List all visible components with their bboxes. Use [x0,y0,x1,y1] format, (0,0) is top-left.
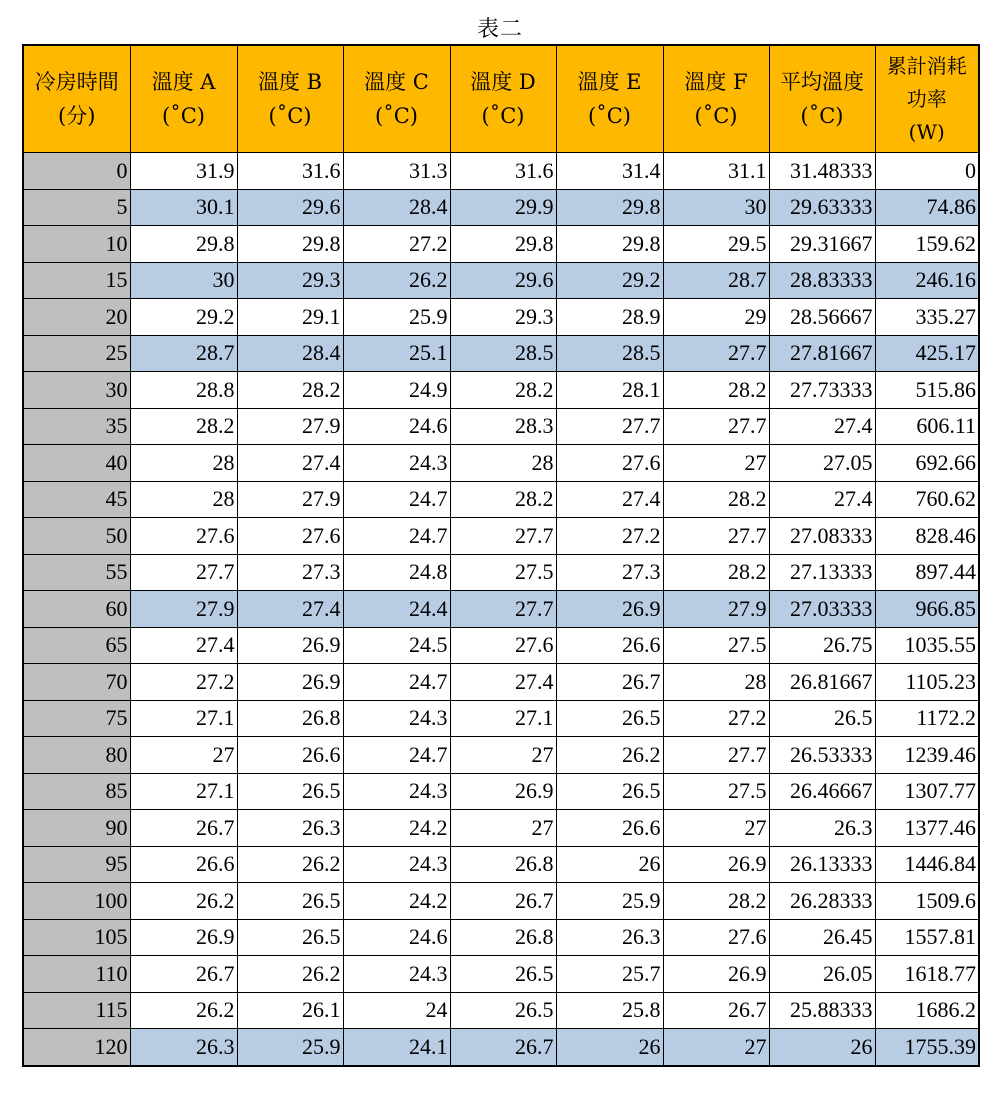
value-cell: 27.81667 [769,335,875,372]
value-cell: 31.48333 [769,153,875,190]
table-row [23,153,979,190]
table-row [23,846,979,883]
value-cell: 1307.77 [875,773,979,810]
table-row [23,262,979,299]
time-cell: 115 [23,992,130,1029]
value-cell: 1446.84 [875,846,979,883]
value-cell: 27.4 [237,591,343,628]
table-row [23,773,979,810]
value-cell: 27.1 [130,773,237,810]
value-cell: 27.73333 [769,372,875,409]
value-cell: 28.4 [343,189,450,226]
time-cell: 80 [23,737,130,774]
table-row [23,883,979,920]
value-cell: 24.7 [343,518,450,555]
value-cell: 26.3 [769,810,875,847]
value-cell: 74.86 [875,189,979,226]
value-cell: 26.2 [237,956,343,993]
value-cell: 31.6 [450,153,556,190]
value-cell: 27.6 [450,627,556,664]
value-cell: 24.7 [343,737,450,774]
value-cell: 26.8 [450,846,556,883]
value-cell: 26.5 [556,700,663,737]
value-cell: 24.2 [343,810,450,847]
value-cell: 26.13333 [769,846,875,883]
value-cell: 760.62 [875,481,979,518]
value-cell: 31.6 [237,153,343,190]
time-cell: 65 [23,627,130,664]
table-row [23,737,979,774]
value-cell: 29.6 [450,262,556,299]
time-cell: 90 [23,810,130,847]
header-temp-c: 溫度 C (˚C) [343,45,450,153]
value-cell: 27.03333 [769,591,875,628]
value-cell: 27.7 [556,408,663,445]
time-cell: 45 [23,481,130,518]
value-cell: 26.9 [663,846,769,883]
value-cell: 26.28333 [769,883,875,920]
value-cell: 28 [663,664,769,701]
value-cell: 26.75 [769,627,875,664]
header-cumulative-power: 累計消耗 功率 (W) [875,45,979,153]
value-cell: 26.6 [237,737,343,774]
value-cell: 26.5 [450,956,556,993]
value-cell: 26.5 [769,700,875,737]
time-cell: 30 [23,372,130,409]
value-cell: 27 [450,810,556,847]
value-cell: 606.11 [875,408,979,445]
value-cell: 24.1 [343,1029,450,1066]
value-cell: 27.4 [769,408,875,445]
time-cell: 105 [23,919,130,956]
table-row [23,992,979,1029]
value-cell: 26.45 [769,919,875,956]
value-cell: 28.7 [130,335,237,372]
value-cell: 26.2 [556,737,663,774]
value-cell: 1035.55 [875,627,979,664]
value-cell: 26.2 [343,262,450,299]
value-cell: 27.5 [663,773,769,810]
value-cell: 29.8 [237,226,343,263]
time-cell: 95 [23,846,130,883]
value-cell: 26.53333 [769,737,875,774]
value-cell: 27.5 [663,627,769,664]
value-cell: 28.2 [663,372,769,409]
value-cell: 335.27 [875,299,979,336]
data-table [22,44,980,1067]
value-cell: 29.8 [556,189,663,226]
value-cell: 1618.77 [875,956,979,993]
value-cell: 828.46 [875,518,979,555]
header-temp-d: 溫度 D (˚C) [450,45,556,153]
value-cell: 29.8 [130,226,237,263]
table-row [23,226,979,263]
time-cell: 0 [23,153,130,190]
table-row [23,189,979,226]
table-row [23,591,979,628]
value-cell: 25.9 [556,883,663,920]
value-cell: 29.1 [237,299,343,336]
value-cell: 29.63333 [769,189,875,226]
value-cell: 24.3 [343,956,450,993]
value-cell: 26.2 [130,992,237,1029]
value-cell: 27 [663,445,769,482]
value-cell: 29.31667 [769,226,875,263]
value-cell: 29.3 [237,262,343,299]
value-cell: 26.5 [450,992,556,1029]
value-cell: 28.2 [663,554,769,591]
table-row [23,810,979,847]
value-cell: 27 [663,1029,769,1066]
value-cell: 28 [130,481,237,518]
value-cell: 27.9 [237,481,343,518]
value-cell: 26 [769,1029,875,1066]
table-row [23,335,979,372]
value-cell: 27.7 [450,591,556,628]
time-cell: 50 [23,518,130,555]
value-cell: 27.2 [663,700,769,737]
value-cell: 28.1 [556,372,663,409]
value-cell: 897.44 [875,554,979,591]
value-cell: 27.7 [130,554,237,591]
value-cell: 27.08333 [769,518,875,555]
header-temp-a: 溫度 A (˚C) [130,45,237,153]
value-cell: 1557.81 [875,919,979,956]
value-cell: 27.6 [237,518,343,555]
value-cell: 26.9 [130,919,237,956]
value-cell: 24.3 [343,846,450,883]
time-cell: 100 [23,883,130,920]
value-cell: 1239.46 [875,737,979,774]
value-cell: 26.7 [130,956,237,993]
time-cell: 60 [23,591,130,628]
value-cell: 26.9 [556,591,663,628]
value-cell: 27.1 [450,700,556,737]
time-cell: 75 [23,700,130,737]
value-cell: 24.7 [343,664,450,701]
value-cell: 27.4 [769,481,875,518]
table-caption: 表二 [476,17,523,42]
table-row [23,919,979,956]
value-cell: 26.81667 [769,664,875,701]
value-cell: 27.6 [663,919,769,956]
value-cell: 30.1 [130,189,237,226]
value-cell: 26.9 [237,664,343,701]
value-cell: 27 [663,810,769,847]
value-cell: 28 [130,445,237,482]
time-cell: 15 [23,262,130,299]
time-cell: 70 [23,664,130,701]
value-cell: 692.66 [875,445,979,482]
value-cell: 27.6 [556,445,663,482]
value-cell: 26.3 [130,1029,237,1066]
value-cell: 30 [663,189,769,226]
value-cell: 246.16 [875,262,979,299]
value-cell: 31.3 [343,153,450,190]
value-cell: 24.3 [343,773,450,810]
value-cell: 26 [556,1029,663,1066]
value-cell: 27 [130,737,237,774]
value-cell: 24 [343,992,450,1029]
value-cell: 27.5 [450,554,556,591]
value-cell: 28.8 [130,372,237,409]
value-cell: 27.4 [130,627,237,664]
value-cell: 28 [450,445,556,482]
value-cell: 29.8 [450,226,556,263]
header-temp-f: 溫度 F (˚C) [663,45,769,153]
header-temp-b: 溫度 B (˚C) [237,45,343,153]
value-cell: 27.3 [237,554,343,591]
value-cell: 27.9 [237,408,343,445]
header-avg-temp: 平均溫度 (˚C) [769,45,875,153]
value-cell: 1509.6 [875,883,979,920]
time-cell: 25 [23,335,130,372]
value-cell: 27.4 [237,445,343,482]
value-cell: 26.8 [237,700,343,737]
value-cell: 26.6 [130,846,237,883]
value-cell: 24.2 [343,883,450,920]
table-row [23,445,979,482]
value-cell: 24.6 [343,919,450,956]
value-cell: 24.3 [343,700,450,737]
value-cell: 26.3 [237,810,343,847]
table-row [23,554,979,591]
value-cell: 27.13333 [769,554,875,591]
value-cell: 26.1 [237,992,343,1029]
table-body [23,153,979,1066]
header-temp-e: 溫度 E (˚C) [556,45,663,153]
value-cell: 27.4 [450,664,556,701]
value-cell: 26.5 [237,773,343,810]
value-cell: 159.62 [875,226,979,263]
header-row [23,45,979,153]
value-cell: 26.7 [556,664,663,701]
value-cell: 515.86 [875,372,979,409]
value-cell: 26.7 [130,810,237,847]
value-cell: 28.5 [556,335,663,372]
value-cell: 28.2 [450,481,556,518]
value-cell: 29.3 [450,299,556,336]
table-row [23,1029,979,1066]
value-cell: 1377.46 [875,810,979,847]
value-cell: 28.56667 [769,299,875,336]
value-cell: 29.5 [663,226,769,263]
table-row [23,956,979,993]
value-cell: 24.6 [343,408,450,445]
value-cell: 27.7 [663,518,769,555]
value-cell: 28.9 [556,299,663,336]
value-cell: 30 [130,262,237,299]
value-cell: 27.4 [556,481,663,518]
value-cell: 28.2 [663,481,769,518]
time-cell: 120 [23,1029,130,1066]
time-cell: 55 [23,554,130,591]
value-cell: 26.5 [237,919,343,956]
table-row [23,700,979,737]
value-cell: 26.9 [237,627,343,664]
value-cell: 27.2 [556,518,663,555]
time-cell: 40 [23,445,130,482]
table-row [23,408,979,445]
value-cell: 26.7 [663,992,769,1029]
value-cell: 28.3 [450,408,556,445]
value-cell: 25.1 [343,335,450,372]
value-cell: 31.9 [130,153,237,190]
value-cell: 26 [556,846,663,883]
value-cell: 27.9 [130,591,237,628]
value-cell: 27.1 [130,700,237,737]
value-cell: 1105.23 [875,664,979,701]
value-cell: 28.83333 [769,262,875,299]
table-row [23,627,979,664]
value-cell: 29.2 [556,262,663,299]
value-cell: 26.2 [130,883,237,920]
value-cell: 27.6 [130,518,237,555]
value-cell: 28.4 [237,335,343,372]
value-cell: 425.17 [875,335,979,372]
value-cell: 24.3 [343,445,450,482]
value-cell: 29.6 [237,189,343,226]
value-cell: 26.8 [450,919,556,956]
value-cell: 27.3 [556,554,663,591]
value-cell: 28.2 [130,408,237,445]
value-cell: 26.2 [237,846,343,883]
table-row [23,518,979,555]
table-row [23,481,979,518]
value-cell: 25.9 [343,299,450,336]
value-cell: 28.7 [663,262,769,299]
value-cell: 29 [663,299,769,336]
value-cell: 26.5 [237,883,343,920]
value-cell: 27.2 [343,226,450,263]
value-cell: 31.1 [663,153,769,190]
value-cell: 26.7 [450,1029,556,1066]
value-cell: 24.7 [343,481,450,518]
value-cell: 25.9 [237,1029,343,1066]
value-cell: 26.05 [769,956,875,993]
value-cell: 27.7 [663,335,769,372]
value-cell: 966.85 [875,591,979,628]
value-cell: 27 [450,737,556,774]
time-cell: 110 [23,956,130,993]
value-cell: 0 [875,153,979,190]
time-cell: 10 [23,226,130,263]
value-cell: 27.7 [663,408,769,445]
value-cell: 28.2 [663,883,769,920]
value-cell: 25.7 [556,956,663,993]
value-cell: 26.5 [556,773,663,810]
time-cell: 5 [23,189,130,226]
value-cell: 25.8 [556,992,663,1029]
table-row [23,372,979,409]
value-cell: 29.8 [556,226,663,263]
value-cell: 24.9 [343,372,450,409]
value-cell: 28.2 [237,372,343,409]
value-cell: 26.46667 [769,773,875,810]
value-cell: 27.2 [130,664,237,701]
value-cell: 24.4 [343,591,450,628]
value-cell: 27.7 [450,518,556,555]
table-row [23,299,979,336]
value-cell: 25.88333 [769,992,875,1029]
value-cell: 27.05 [769,445,875,482]
value-cell: 28.2 [450,372,556,409]
value-cell: 26.7 [450,883,556,920]
table-row [23,664,979,701]
value-cell: 29.2 [130,299,237,336]
time-cell: 35 [23,408,130,445]
header-time: 冷房時間 (分) [23,45,130,153]
value-cell: 27.7 [663,737,769,774]
value-cell: 26.9 [450,773,556,810]
value-cell: 1686.2 [875,992,979,1029]
value-cell: 24.5 [343,627,450,664]
time-cell: 85 [23,773,130,810]
value-cell: 24.8 [343,554,450,591]
value-cell: 26.3 [556,919,663,956]
value-cell: 26.6 [556,810,663,847]
value-cell: 26.6 [556,627,663,664]
value-cell: 28.5 [450,335,556,372]
value-cell: 26.9 [663,956,769,993]
value-cell: 31.4 [556,153,663,190]
value-cell: 1172.2 [875,700,979,737]
value-cell: 1755.39 [875,1029,979,1066]
value-cell: 27.9 [663,591,769,628]
time-cell: 20 [23,299,130,336]
value-cell: 29.9 [450,189,556,226]
